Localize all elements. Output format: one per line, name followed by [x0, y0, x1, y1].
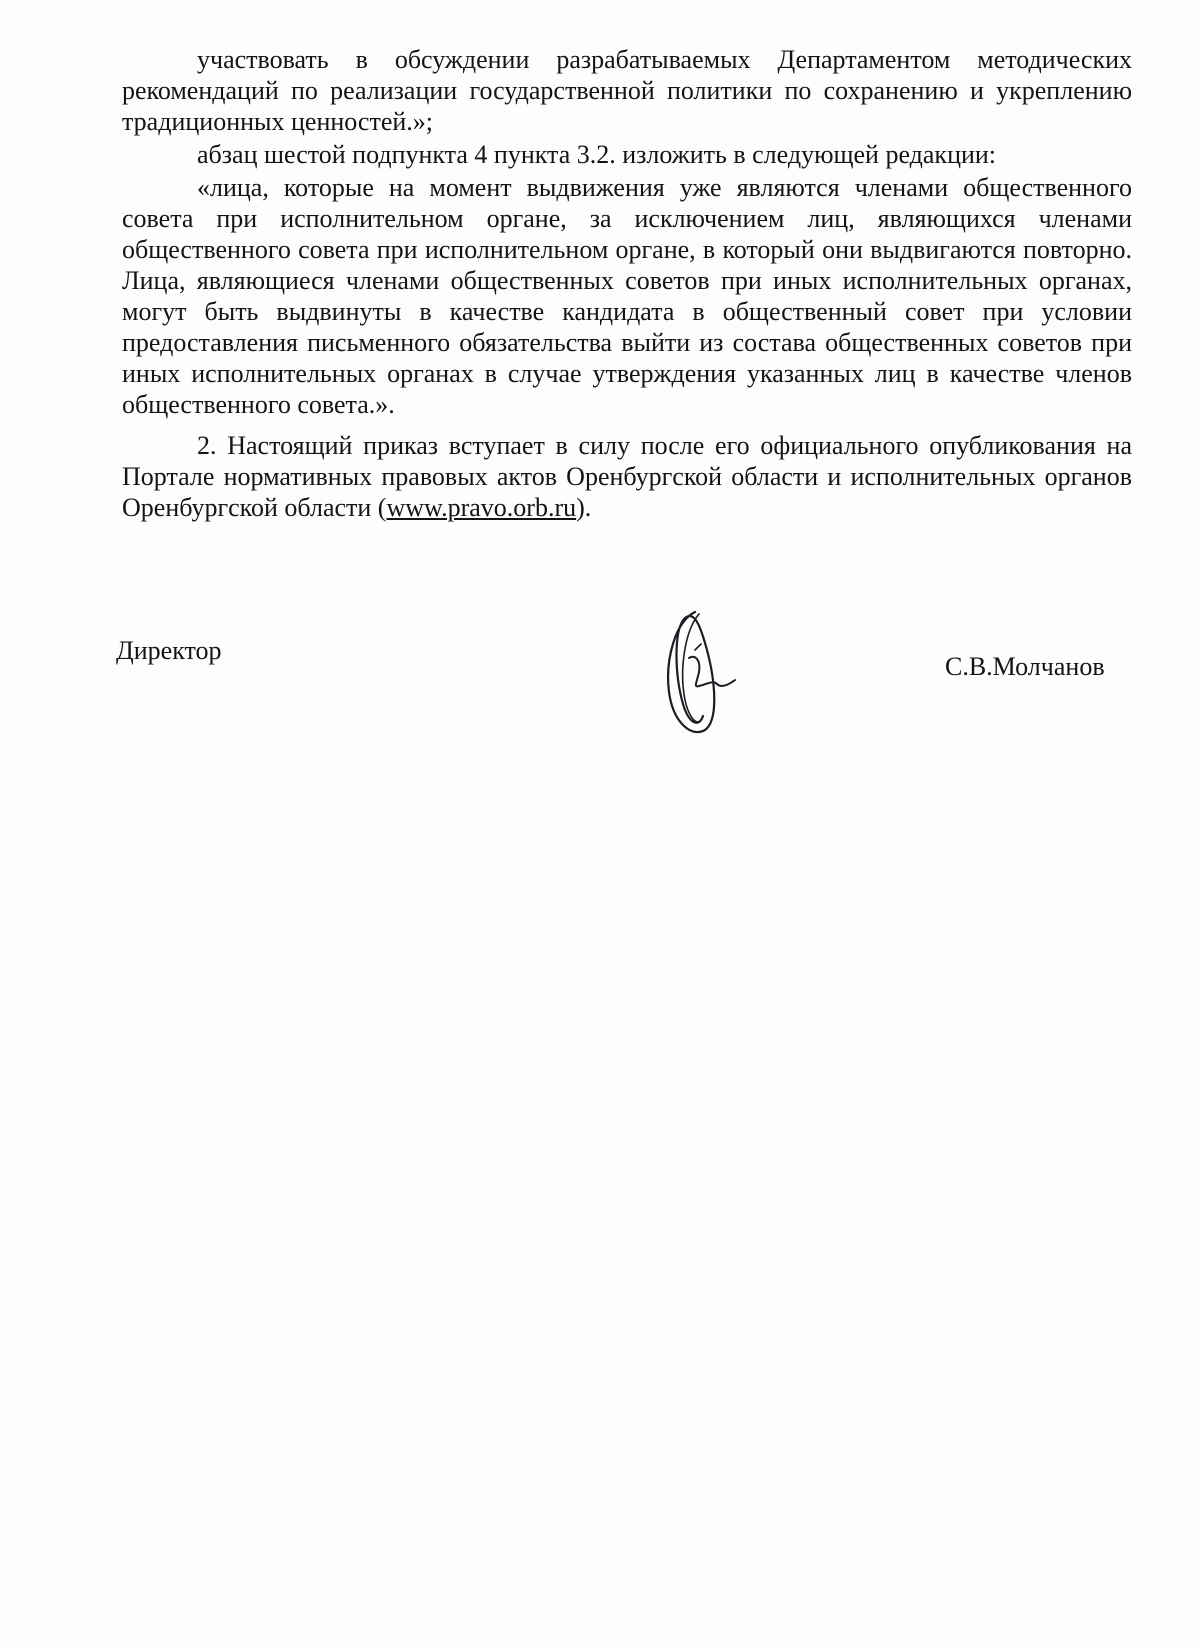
paragraph-amendment-intro: абзац шестой подпункта 4 пункта 3.2. изложить в следующей редакции: — [197, 140, 997, 169]
effective-date-end: ). — [576, 493, 592, 522]
handwritten-signature — [655, 600, 765, 740]
portal-url-link[interactable]: www.pravo.orb.ru — [386, 493, 577, 522]
effective-date-text: 2. Настоящий приказ вступает в силу после его официального опубликования на Портале нормативных правовых актов Оренбургской области и исполнительных органов Оренбургской области ( — [122, 431, 1132, 522]
paragraph-amendment-text: «лица, которые на момент выдвижения уже являются членами общественного совета при исполнительном органе, за исключением лиц, являющихся членами общественного совета при исполнительном органе, в который они выдвигаются повторно. Лица, являющиеся членами общественных советов при иных исполнительных органах, могут быть выдвинуты в качестве кандидата в общественный совет при условии предоставления письменного обязательства выйти из состава общественных советов при иных исполнительных органах в случае утверждения указанных лиц в качестве членов общественного совета.». — [122, 173, 1132, 419]
signatory-name: С.В.Молчанов — [945, 652, 1105, 681]
paragraph-effective-date — [122, 430, 1132, 523]
signatory-position: Директор — [116, 636, 222, 665]
paragraph-values-participation: участвовать в обсуждении разрабатываемых Департаментом методических рекомендаций по реализации государственной политики по сохранению и укреплению традиционных ценностей.»; — [122, 45, 1132, 136]
document-body — [122, 44, 1132, 523]
signature-block — [0, 600, 1200, 740]
